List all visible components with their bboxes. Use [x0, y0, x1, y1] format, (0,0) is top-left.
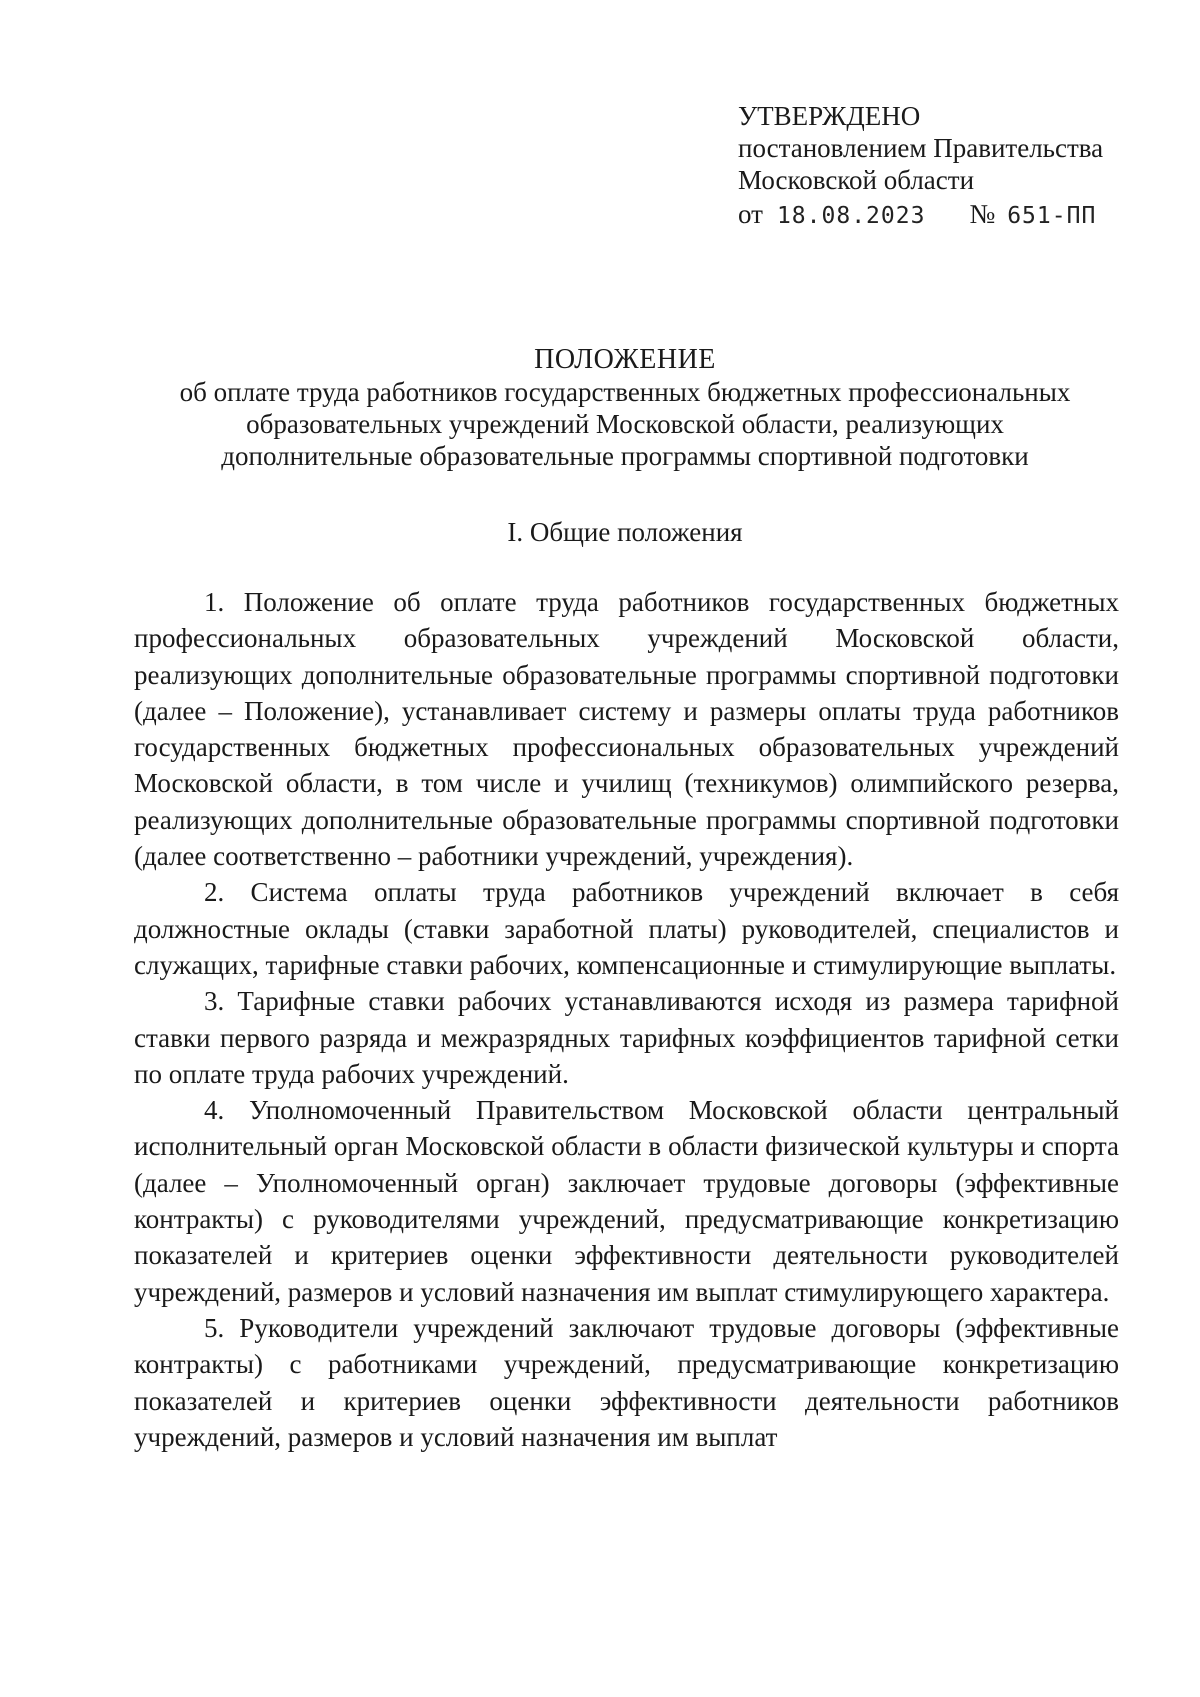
paragraph-5: 5. Руководители учреждений заключают трудовые договоры (эффективные контракты) с работниками учреждений, предусматривающие конкретизацию показателей и критериев оценки эффективности деятельности работников учреждений, размеров и условий назначения им выплат [134, 1312, 1119, 1452]
approval-stamp-block [738, 100, 1103, 232]
approval-heading: УТВЕРЖДЕНО [738, 101, 921, 131]
document-title: ПОЛОЖЕНИЕ [534, 344, 716, 375]
approval-date: 18.08.2023 [776, 203, 926, 229]
date-prefix: от [738, 199, 763, 229]
approval-number: 651-ПП [1007, 203, 1097, 229]
document-title-block [130, 344, 1120, 472]
document-subtitle-line-3: дополнительные образовательные программы спортивной подготовки [221, 441, 1029, 471]
approval-date-line [738, 198, 1103, 232]
paragraph-3: 3. Тарифные ставки рабочих устанавливаются исходя из размера тарифной ставки первого разряда и межразрядных тарифных коэффициентов тарифной сетки по оплате труда рабочих учреждений. [134, 986, 1119, 1089]
document-body [134, 584, 1119, 1455]
document-subtitle-line-1: об оплате труда работников государственных бюджетных профессиональных [179, 377, 1071, 407]
paragraph-4: 4. Уполномоченный Правительством Московской области центральный исполнительный орган Московской области в области физической культуры и спорта (далее – Уполномоченный орган) заключает трудовые договоры (эффективные контракты) с руководителями учреждений, предусматривающие конкретизацию показателей и критериев оценки эффективности деятельности руководителей учреждений, размеров и условий назначения им выплат стимулирующего характера. [134, 1095, 1119, 1307]
approval-line-1: постановлением Правительства [738, 133, 1104, 163]
document-subtitle-line-2: образовательных учреждений Московской области, реализующих [246, 409, 1004, 439]
section-heading: I. Общие положения [507, 517, 743, 547]
paragraph-1: 1. Положение об оплате труда работников государственных бюджетных профессиональных образовательных учреждений Московской области, реализующих дополнительные образовательные программы спортивной подготовки (далее – Положение), устанавливает систему и размеры оплаты труда работников государственных бюджетных профессиональных образовательных учреждений Московской области, в том числе и училищ (техникумов) олимпийского резерва, реализующих дополнительные образовательные программы спортивной подготовки (далее соответственно – работники учреждений, учреждения). [134, 587, 1119, 872]
paragraph-2: 2. Система оплаты труда работников учреждений включает в себя должностные оклады (ставки заработной платы) руководителей, специалистов и служащих, тарифные ставки рабочих, компенсационные и стимулирующие выплаты. [134, 877, 1119, 980]
approval-line-2: Московской области [738, 165, 975, 195]
number-sign: № [969, 199, 996, 229]
